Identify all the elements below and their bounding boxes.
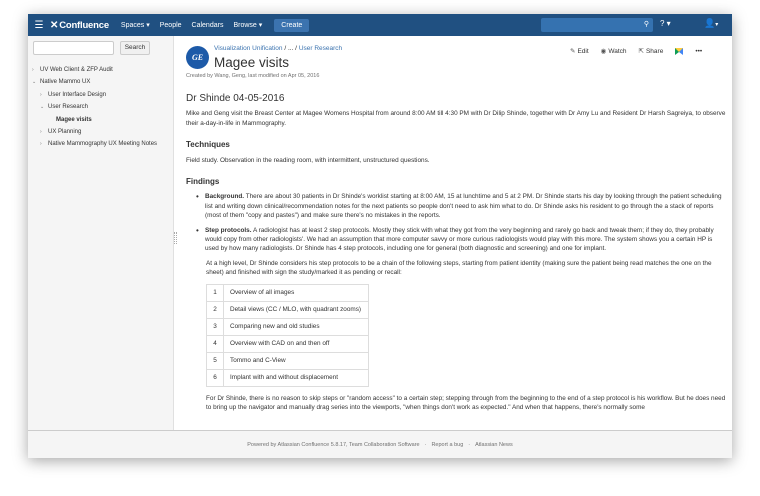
chevron-right-icon[interactable]: › [40,141,42,148]
share-icon: ⇱ [638,48,644,55]
tree-item-user-research[interactable]: ⌄ User Research [32,101,172,113]
table-row: 1 Overview of all images [207,284,369,301]
chevron-down-icon[interactable]: ⌄ [32,79,37,86]
breadcrumb-link-user-research[interactable]: User Research [298,45,343,52]
findings-list [196,192,726,253]
page-body [186,94,726,417]
browser-window [28,14,732,458]
tree-item-uv-web-client[interactable]: › UV Web Client & ZFP Audit [32,64,172,76]
search-icon[interactable]: ⚲ [643,21,649,28]
after-steps-paragraph: For Dr Shinde, there is no reason to skip steps or "random access" to a certain step; stepping through from the beginning to the end of a step protocol is his workflow. But he does need to bring up the navigator and manually drag series into the viewports, "when things don't work as expected." And when that happens, there's normally some [206,394,726,412]
tree-item-user-interface-design[interactable]: › User Interface Design [32,89,172,101]
techniques-paragraph: Field study. Observation in the reading room, with intermittent, unstructured questions. [186,156,430,164]
google-drive-icon[interactable] [675,48,682,55]
chevron-right-icon[interactable]: › [40,91,42,98]
list-item: • Background. There are about 30 patients in Dr Shinde's worklist starting at 8:00 AM, 15 at lunchtime and 5 at 2 PM. Dr Shinde starts his day by looking through the patient scheduling list and writing down clinical/recommendation notes for the next patients so people don't need to ask him what to do. Dr Shinde asks his resident to go through the a stack of reports (most of them "copy and pastes") and make sure there's no mistakes in the reports. [196,192,726,220]
tree-item-magee-visits[interactable]: Magee visits [56,116,92,123]
tree-item-native-mammo-ux[interactable]: ⌄ Native Mammo UX [32,76,172,88]
list-item: • Step protocols. A radiologist has at least 2 step protocols. Mostly they stick with what they got from the very beginning and rarely go back and tweak them; if they do, they probably would copy from other radiologists'. We had an assumption that more computer savvy or more curious radiologists would play with this more. The system shows you a certain HP is used by how many radiologists. Dr Shinde has 4 step protocols, including one for general (both diagnostic and screening) and one for implant. [196,226,726,254]
table-row: 2 Detail views (CC / MLO, with quadrant zooms) [207,301,369,318]
section-heading: Dr Shinde 04-05-2016 [186,93,285,104]
search-input[interactable] [541,18,653,32]
nav-calendars[interactable]: Calendars [191,21,224,29]
space-logo[interactable]: GE [186,46,209,69]
chevron-right-icon[interactable]: › [32,67,34,73]
table-row: 6 Implant with and without displacement [207,369,369,386]
findings-heading: Findings [186,177,220,187]
footer-separator: · [424,442,427,448]
breadcrumb-ellipsis[interactable]: / ... / [284,45,297,52]
sidebar [28,36,174,430]
confluence-logo[interactable]: ✕Confluence [50,19,109,31]
nav-spaces[interactable]: Spaces ▾ [120,22,150,29]
nav-browse[interactable]: Browse ▾ [233,22,263,29]
edit-button[interactable]: ✎ Edit [570,48,589,55]
more-actions-button[interactable]: ••• [695,47,703,55]
top-navigation-bar [28,14,732,36]
table-row: 5 Tommo and C-View [207,352,369,369]
sidebar-search-button[interactable]: Search [120,41,150,55]
techniques-heading: Techniques [186,140,230,150]
share-button[interactable]: ⇱ Share [638,48,664,55]
page-tree [32,64,172,151]
create-button[interactable]: Create [274,19,309,32]
help-menu[interactable]: ? ▾ [660,19,671,28]
pencil-icon: ✎ [570,48,576,55]
menu-icon[interactable]: ☰ [34,19,44,31]
chevron-down-icon[interactable]: ⌄ [40,104,45,111]
page-actions [570,47,714,55]
avatar-icon: 👤 [704,18,716,28]
breadcrumb [214,45,342,52]
table-row: 3 Comparing new and old studies [207,318,369,335]
intro-paragraph: Mike and Geng visit the Breast Center at Magee Womens Hospital from around 8:00 AM till 4:30 PM with Dr Dilip Shinde, together with Dr Amy Lu and Resident Dr Harsh Sagreiya, to observe their a-day-in-life in Mammography. [186,110,726,127]
chevron-right-icon[interactable]: › [40,128,42,135]
atlassian-news-link[interactable]: Atlassian News [475,442,513,448]
tree-item-ux-planning[interactable]: › UX Planning [32,126,172,138]
steps-table [206,284,369,387]
page-content-area [176,36,732,430]
watch-button[interactable]: ◉ Watch [600,48,627,55]
eye-icon: ◉ [600,48,607,55]
breadcrumb-link-visualization[interactable]: Visualization Unification [214,45,283,52]
sidebar-search-input[interactable] [33,41,114,55]
tree-item-meeting-notes[interactable]: › Native Mammography UX Meeting Notes [32,138,172,150]
footer [28,430,732,458]
nav-people[interactable]: People [159,21,182,29]
confluence-x-icon: ✕ [50,19,59,31]
footer-powered-by: Powered by Atlassian Confluence 5.8.17, Team Collaboration Software [247,442,420,448]
report-bug-link[interactable]: Report a bug [431,442,464,448]
user-menu[interactable]: 👤▾ [704,18,719,28]
page-metadata: Created by Wang, Geng, last modified on Apr 05, 2016 [186,73,320,79]
page-title: Magee visits [214,55,290,70]
steps-intro-paragraph: At a high level, Dr Shinde considers his step protocols to be a chain of the following steps, starting from patient identity (making sure the patient being read matches the one on the sheet) and finished with sign the study/marked it as pending or recall: [206,259,712,277]
table-row: 4 Overview with CAD on and then off [207,335,369,352]
footer-separator: · [468,442,471,448]
